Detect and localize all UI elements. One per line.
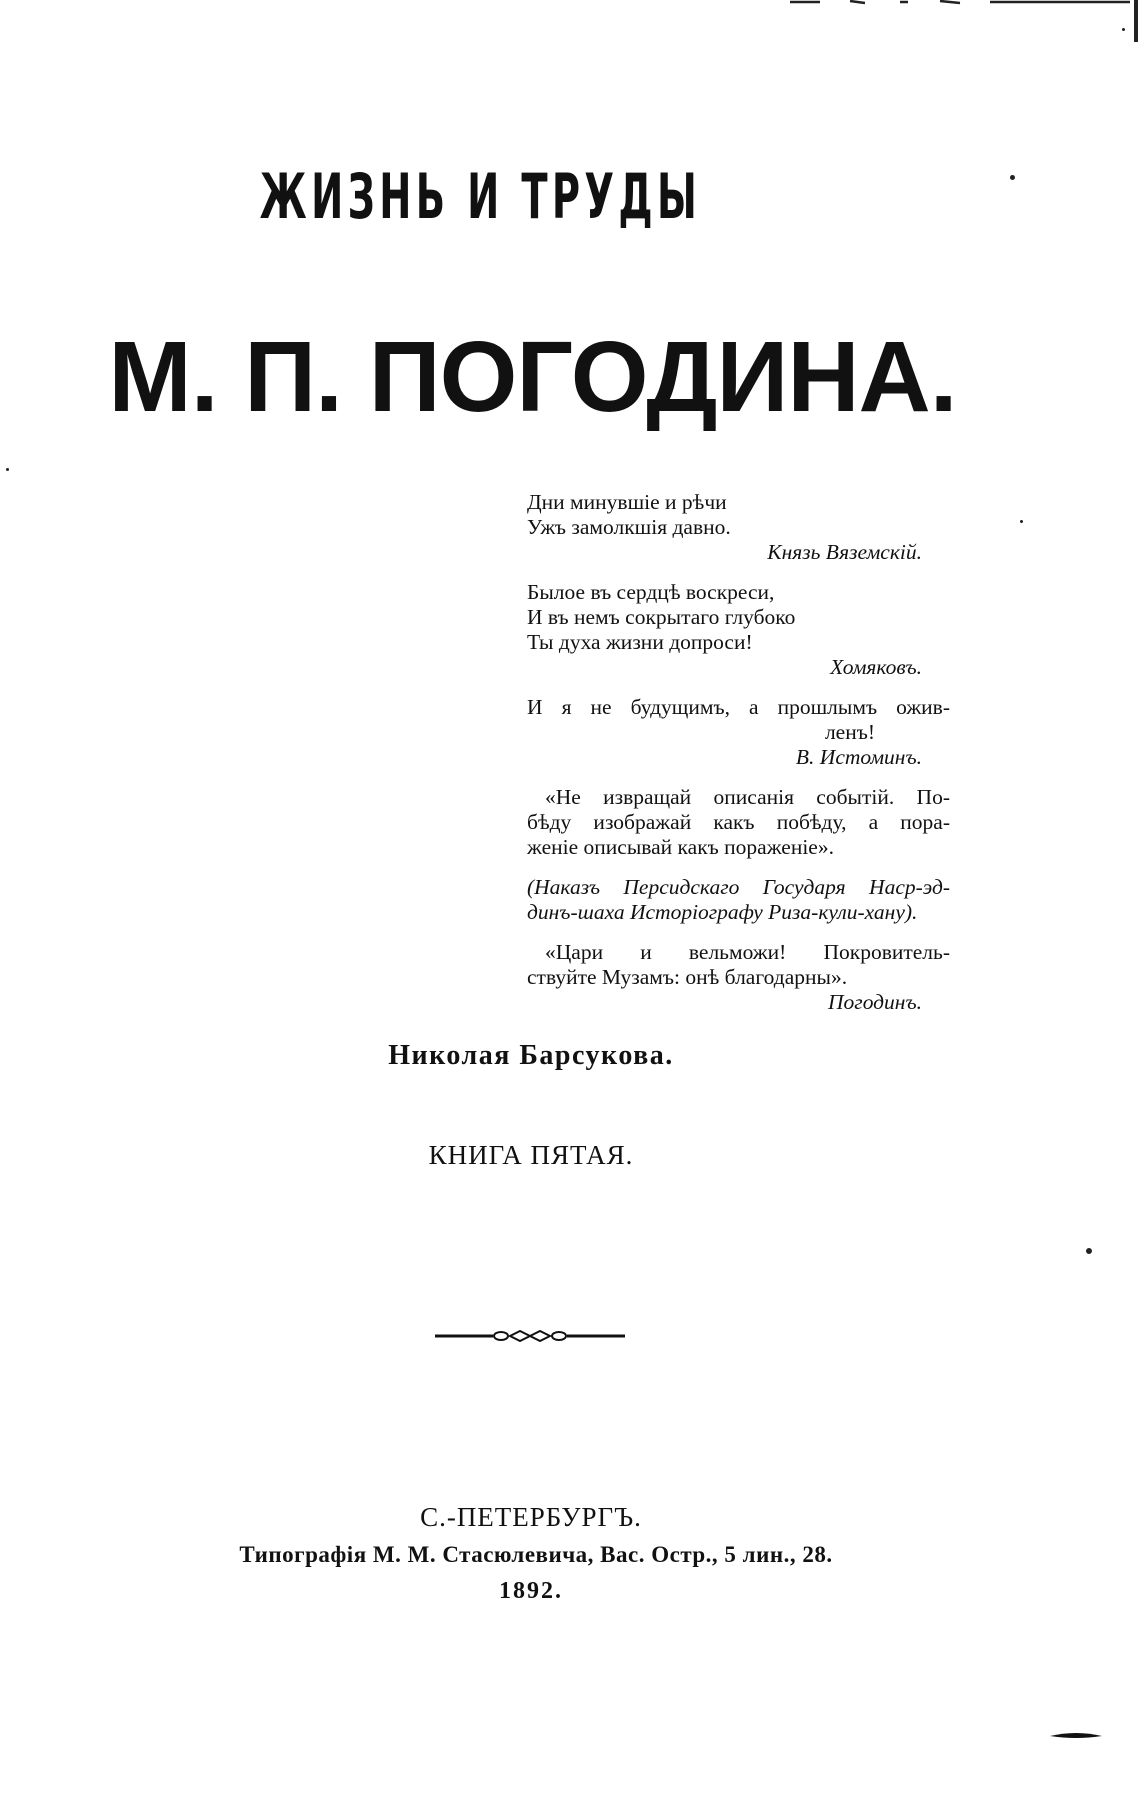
scan-speck — [1122, 28, 1125, 31]
epigraph-line: Дни минувшіе и рѣчи — [527, 490, 727, 514]
epigraph-pogodin — [527, 940, 950, 1015]
epigraph-attribution: Погодинъ. — [828, 990, 922, 1014]
epigraph-nakaz-source — [527, 875, 950, 925]
epigraph-khomyakov — [527, 580, 950, 680]
scan-speck — [1010, 175, 1015, 180]
epigraph-istomin — [527, 695, 950, 770]
title-line-2: М. П. ПОГОДИНА. — [108, 321, 957, 433]
epigraph-line: И я не будущимъ, а прошлымъ ожив- — [527, 695, 950, 719]
epigraph-line: Былое въ сердцѣ воскреси, — [527, 580, 775, 604]
book-number: КНИГА ПЯТАЯ. — [428, 1140, 634, 1170]
epigraph-line: бѣду изображай какъ побѣду, а пора- — [527, 810, 950, 834]
epigraph-line: динъ-шаха Исторіографу Риза-кули-хану). — [527, 900, 918, 924]
epigraph-line: ленъ! — [824, 720, 875, 744]
epigraph-line: «Цари и вельможи! Покровитель- — [545, 940, 950, 964]
epigraph-attribution: В. Истоминъ. — [795, 745, 922, 769]
scan-edge-artifact — [1134, 0, 1138, 42]
scan-edge-artifact — [790, 0, 1140, 8]
scan-speck — [1086, 1248, 1092, 1254]
epigraph-line: женіе описывай какъ пораженіе». — [527, 835, 834, 859]
epigraph-vyazemsky — [527, 490, 950, 565]
scan-speck — [6, 468, 9, 471]
epigraph-line: И въ немъ сокрытаго глубоко — [527, 605, 796, 629]
epigraph-block — [527, 490, 950, 1030]
epigraph-attribution: Князь Вяземскій. — [767, 540, 922, 564]
epigraph-line: (Наказъ Персидскаго Государя Наср-эд- — [527, 875, 950, 899]
title-line-1: ЖИЗНЬ И ТРУДЫ — [259, 160, 702, 233]
epigraph-line: Ужъ замолкшія давно. — [527, 515, 731, 539]
scan-smudge — [1050, 1732, 1102, 1739]
imprint-press: Типографія М. М. Стасюлевича, Вас. Остр., 5 лин., 28. — [239, 1542, 833, 1567]
epigraph-line: Ты духа жизни допроси! — [527, 630, 753, 654]
epigraph-line: «Не извращай описанія событій. По- — [545, 785, 950, 809]
imprint-year: 1892. — [499, 1578, 563, 1604]
epigraph-attribution: Хомяковъ. — [830, 655, 922, 679]
epigraph-line: ствуйте Музамъ: онѣ благодарны». — [527, 965, 848, 989]
imprint-city: С.-ПЕТЕРБУРГЪ. — [420, 1502, 642, 1532]
fleuron-rule-icon — [435, 1328, 625, 1344]
epigraph-nakaz — [527, 785, 950, 860]
scan-speck — [1020, 520, 1023, 523]
author-name: Николая Барсукова. — [388, 1040, 674, 1071]
